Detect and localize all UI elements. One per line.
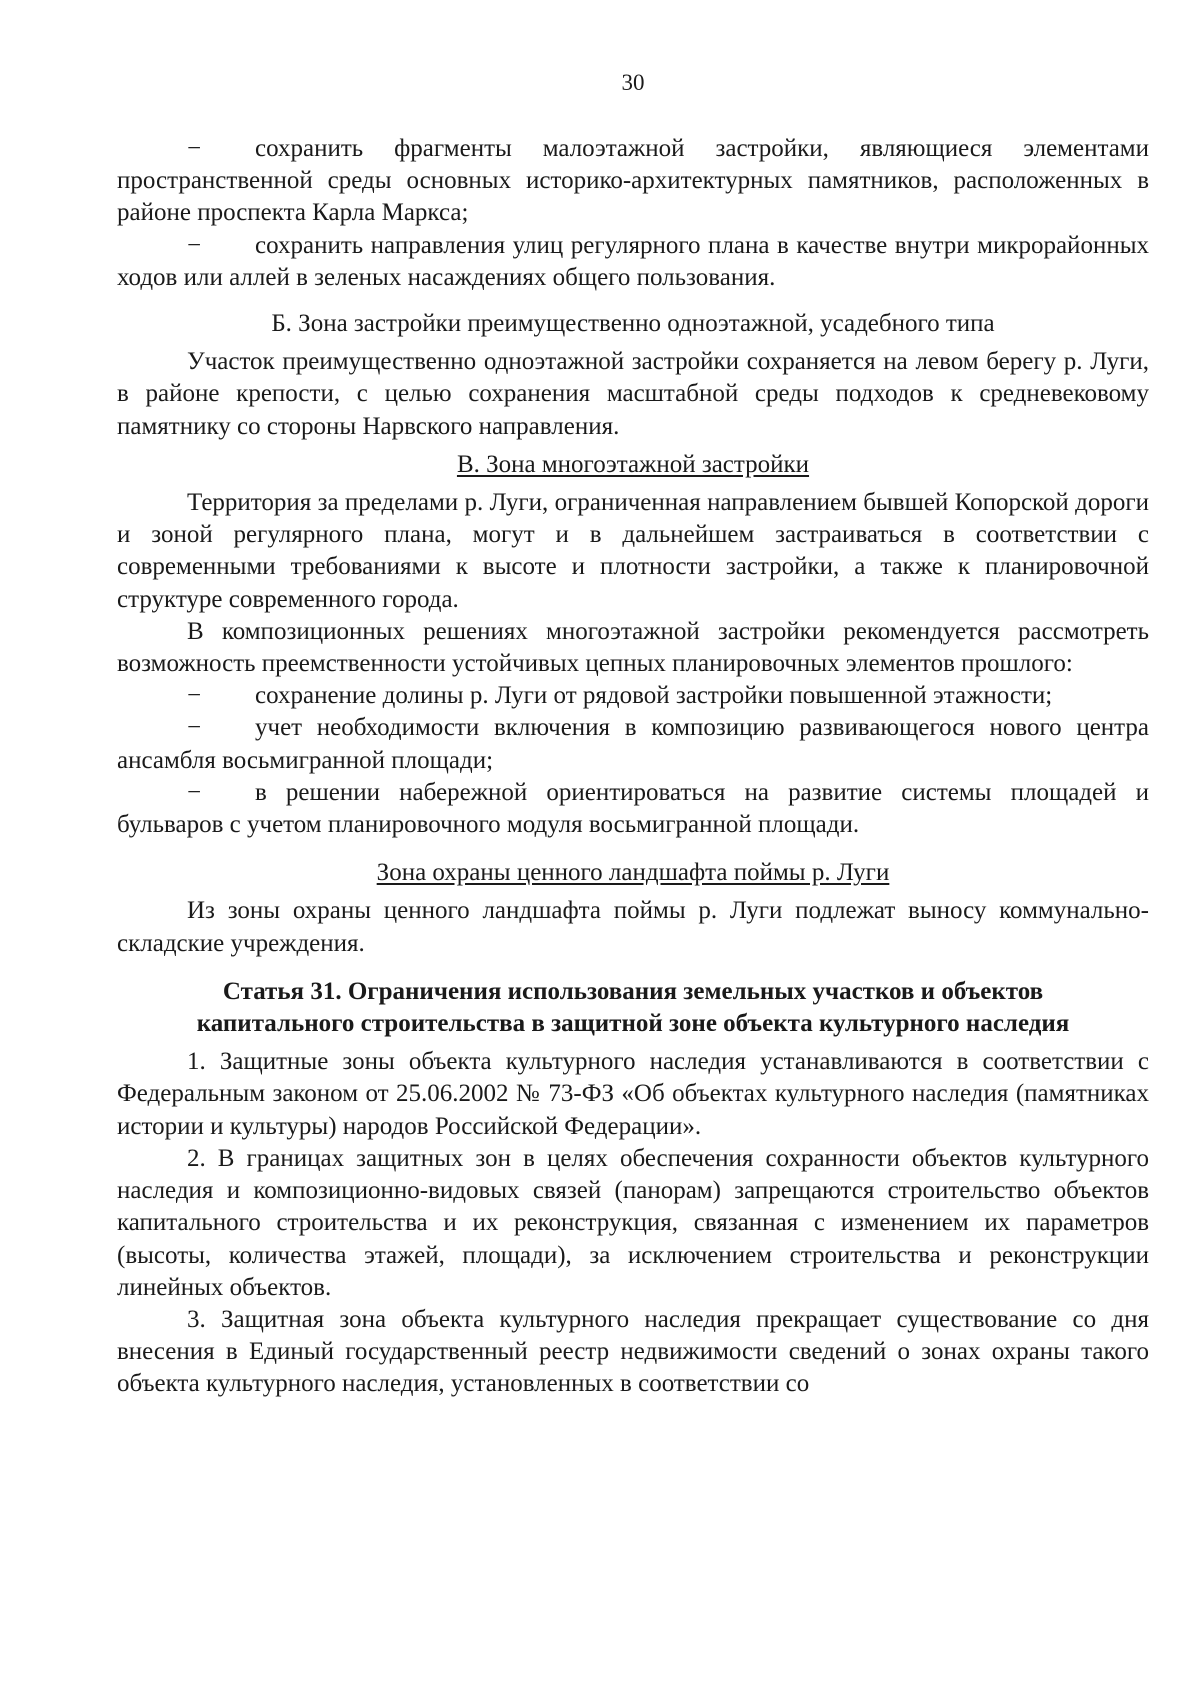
dash-marker: − [187,135,202,162]
list-item-text: учет необходимости включения в композицию развивающегося нового центра ансамбля восьмигранной площади; [117,714,1149,774]
spacer [117,294,1149,308]
dash-marker: − [187,682,202,710]
section-heading-landscape-zone: Зона охраны ценного ландшафта поймы р. Луги [376,859,890,887]
list-item-text: в решении набережной ориентироваться на развитие системы площадей и бульваров с учетом планировочного модуля восьмигранной площади. [117,778,1149,839]
spacer [117,841,1149,857]
list-item-text: сохранить направления улиц регулярного плана в качестве внутри микрорайонных ходов или аллей в зеленых насаждениях общего пользования. [117,231,1149,291]
paragraph-clause-3: 3. Защитная зона объекта культурного наследия прекращает существование со дня внесения в Единый государственный реестр недвижимости сведений о зонах охраны такого объекта культурного наследия, установленных в соответствии со [117,1305,1149,1398]
paragraph-clause-1: 1. Защитные зоны объекта культурного наследия устанавливаются в соответствии с Федеральным законом от 25.06.2002 № 73-ФЗ «Об объектах культурного наследия (памятниках истории и культуры) народов Российской Федерации». [117,1048,1149,1140]
document-body [117,133,1149,1401]
paragraph-clause-2: 2. В границах защитных зон в целях обеспечения сохранности объектов культурного наследия и композиционно-видовых связей (панорам) запрещаются строительство объектов капитального строительства и их реконструкция, связанная с изменением их параметров (высоты, количества этажей, площади), за исключением строительства и реконструкции линейных объектов. [117,1144,1149,1301]
spacer [117,960,1149,976]
list-item-dash [117,230,1149,294]
section-heading-zone-v: В. Зона многоэтажной застройки [456,450,810,478]
dash-marker: − [187,778,202,806]
paragraph: В композиционных решениях многоэтажной застройки рекомендуется рассмотреть возможность преемственности устойчивых цепных планировочных элементов прошлого: [117,617,1149,678]
list-item-dash [117,133,1149,230]
page-number: 30 [621,70,645,95]
article-title-line-1: Статья 31. Ограничения использования земельных участков и объектов [222,977,1044,1005]
section-heading-zone-b: Б. Зона застройки преимущественно одноэтажной, усадебного типа [271,310,995,338]
list-item-dash [117,712,1149,776]
list-item-text: сохранение долины р. Луги от рядовой застройки повышенной этажности; [255,682,1053,710]
article-title-line-2: капитального строительства в защитной зоне объекта культурного наследия [196,1010,1070,1038]
list-item-dash [117,680,1149,712]
paragraph: Участок преимущественно одноэтажной застройки сохраняется на левом берегу р. Луги, в районе крепости, с целью сохранения масштабной среды подходов к средневековому памятнику со стороны Нарвского направления. [117,348,1149,440]
list-item-dash [117,777,1149,841]
dash-marker: − [187,714,202,742]
list-item-text: сохранить фрагменты малоэтажной застройки, являющиеся элементами пространственной среды основных историко-архитектурных памятников, расположенных в районе проспекта Карла Маркса; [117,135,1149,227]
dash-marker: − [187,231,202,259]
paragraph: Из зоны охраны ценного ландшафта поймы р. Луги подлежат выносу коммунально-складские учреждения. [117,897,1149,957]
paragraph: Территория за пределами р. Луги, ограниченная направлением бывшей Копорской дороги и зоной регулярного плана, могут и в дальнейшем застраиваться в соответствии с современными требованиями к высоте и плотности застройки, а также к планировочной структуре современного города. [117,489,1149,613]
